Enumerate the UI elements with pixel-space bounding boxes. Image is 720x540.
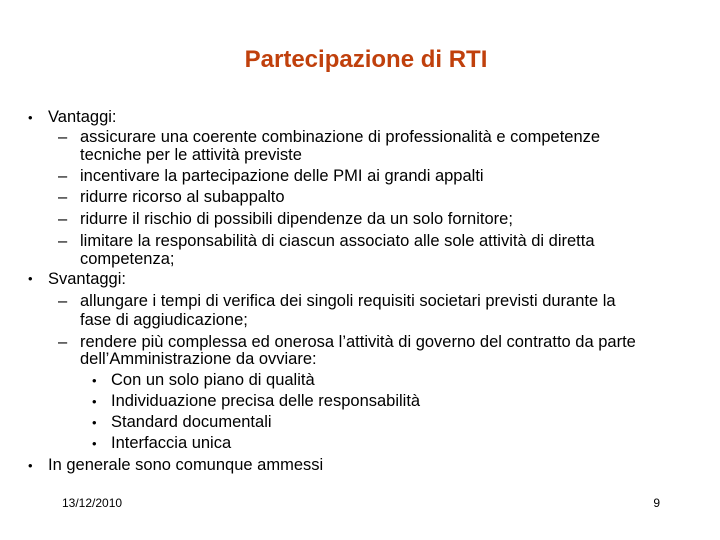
slide-title: Partecipazione di RTI (244, 46, 488, 73)
bullet-icon: • (28, 271, 33, 286)
conclusione-text: In generale sono comunque ammessi (48, 456, 324, 474)
vantaggi-item: assicurare una coerente combinazione di professionalità e competenze (80, 128, 601, 146)
vantaggi-item: limitare la responsabilità di ciascun associato alle sole attività di diretta (80, 232, 595, 250)
footer-date: 13/12/2010 (62, 496, 123, 510)
dash-icon: – (58, 167, 68, 185)
bullet-icon: • (28, 110, 33, 125)
bullet-icon: • (92, 436, 97, 451)
svantaggi-heading: Svantaggi: (48, 270, 126, 288)
vantaggi-item: incentivare la partecipazione delle PMI ai grandi appalti (80, 167, 484, 185)
bullet-icon: • (28, 458, 33, 473)
vantaggi-heading: Vantaggi: (48, 108, 117, 126)
svantaggi-item-continuation: dell’Amministrazione da ovviare: (80, 350, 317, 368)
svantaggi-item: rendere più complessa ed onerosa l’attività di governo del contratto da parte (80, 333, 636, 351)
svantaggi-item: allungare i tempi di verifica dei singoli requisiti societari previsti durante la (80, 292, 616, 310)
svantaggi-sub-item: Individuazione precisa delle responsabilità (111, 392, 421, 410)
vantaggi-item-continuation: tecniche per le attività previste (80, 146, 302, 164)
dash-icon: – (58, 128, 68, 146)
dash-icon: – (58, 292, 68, 310)
vantaggi-item: ridurre ricorso al subappalto (80, 188, 285, 206)
dash-icon: – (58, 210, 68, 228)
svantaggi-sub-item: Interfaccia unica (111, 434, 232, 452)
dash-icon: – (58, 188, 68, 206)
bullet-icon: • (92, 373, 97, 388)
bullet-icon: • (92, 415, 97, 430)
svantaggi-sub-item: Con un solo piano di qualità (111, 371, 315, 389)
vantaggi-item-continuation: competenza; (80, 250, 175, 268)
dash-icon: – (58, 232, 68, 250)
svantaggi-sub-item: Standard documentali (111, 413, 272, 431)
dash-icon: – (58, 333, 68, 351)
vantaggi-item: ridurre il rischio di possibili dipendenze da un solo fornitore; (80, 210, 513, 228)
bullet-icon: • (92, 394, 97, 409)
page-number: 9 (653, 496, 660, 510)
svantaggi-item-continuation: fase di aggiudicazione; (80, 311, 248, 329)
